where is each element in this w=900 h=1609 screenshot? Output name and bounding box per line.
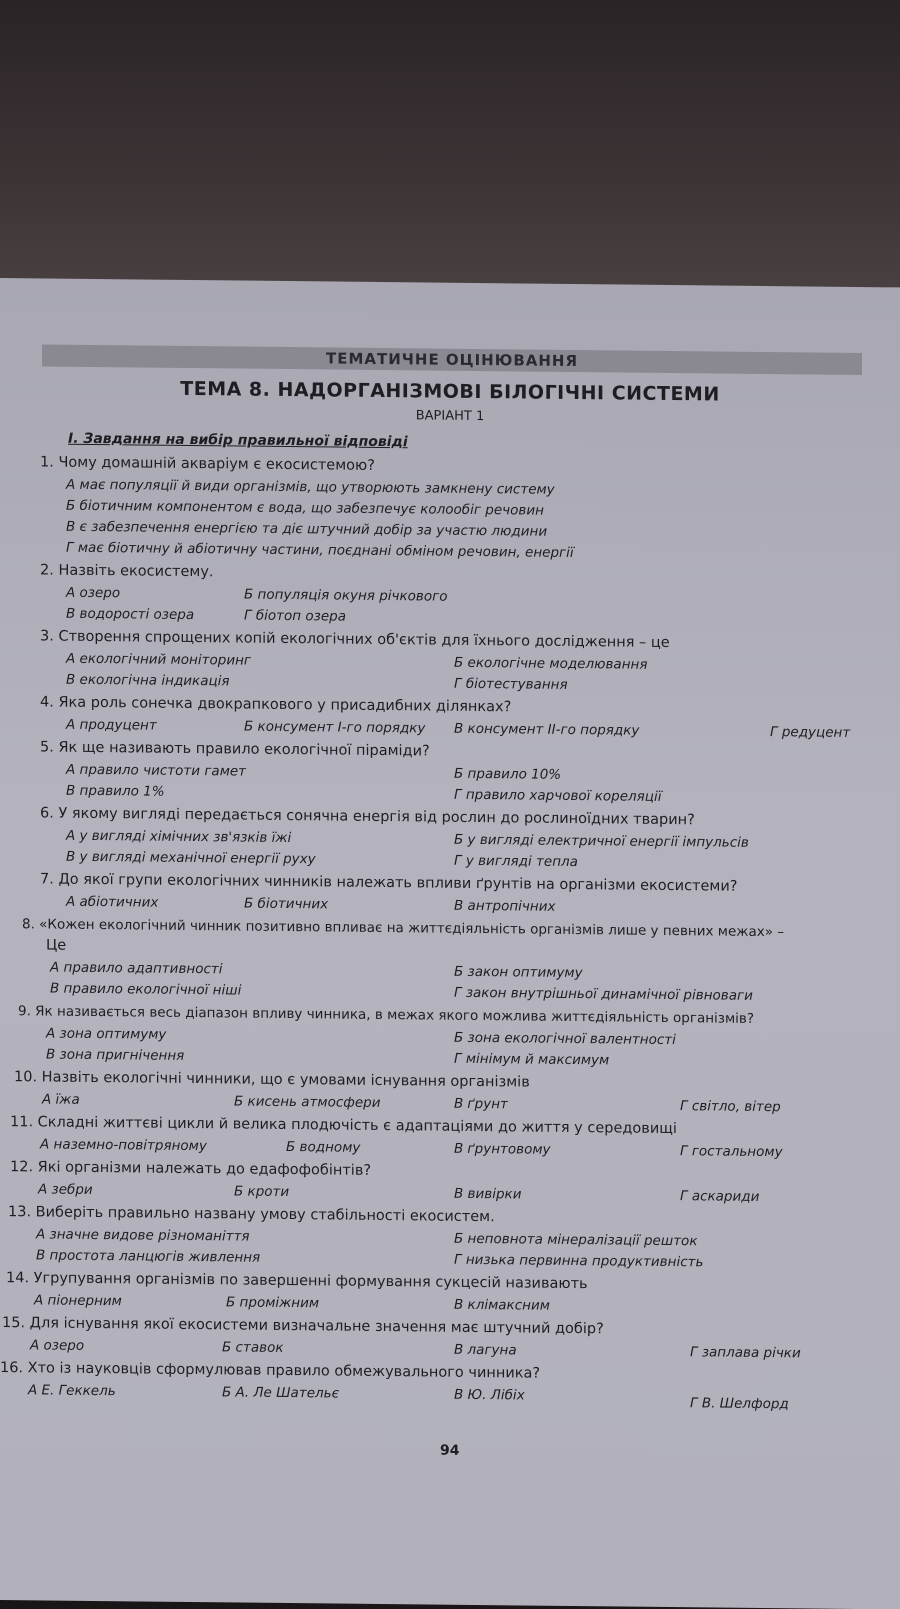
question-4: 4. Яка роль сонечка двокрапкового у присадибних ділянках? xyxy=(40,694,512,716)
q13-option-a: А значне видове різноманіття xyxy=(36,1226,250,1245)
q9-option-a: А зона оптимуму xyxy=(46,1025,167,1043)
q1-option-g: Г має біотичну й абіотичну частини, поєднані обміном речовин, енергії xyxy=(66,539,574,562)
q12-option-g: Г аскариди xyxy=(680,1188,760,1205)
q3-option-a: А екологічний моніторинг xyxy=(66,650,252,669)
q15-option-a: А озеро xyxy=(30,1337,85,1354)
q5-option-a: А правило чистоти гамет xyxy=(66,761,247,780)
question-8-continuation: Це xyxy=(46,937,67,954)
q15-option-v: В лагуна xyxy=(454,1341,517,1359)
q15-option-g: Г заплава річки xyxy=(690,1344,801,1362)
question-6: 6. У якому вигляді передається сонячна енергія від рослин до рослиноїдних тварин? xyxy=(40,805,695,829)
q9-option-g: Г мінімум й максимум xyxy=(454,1050,610,1069)
assessment-banner: ТЕМАТИЧНЕ ОЦІНЮВАННЯ xyxy=(42,344,862,375)
q4-option-b: Б консумент І-го порядку xyxy=(244,718,426,737)
q10-option-v: В ґрунт xyxy=(454,1095,508,1113)
q11-option-v: В ґрунтовому xyxy=(454,1140,551,1158)
q3-option-v: В екологічна індикація xyxy=(66,671,230,690)
q9-option-b: Б зона екологічної валентності xyxy=(454,1029,676,1049)
question-14: 14. Угрупування організмів по завершенні формування сукцесій називають xyxy=(6,1270,588,1293)
q4-option-v: В консумент ІІ-го порядку xyxy=(454,720,640,739)
q5-option-v: В правило 1% xyxy=(66,782,165,800)
question-13: 13. Виберіть правильно названу умову стабільності екосистем. xyxy=(8,1204,495,1226)
q2-option-g: Г біотоп озера xyxy=(244,607,346,625)
q2-option-v: В водорості озера xyxy=(66,605,195,624)
page-number: 94 xyxy=(440,1442,460,1459)
question-3: 3. Створення спрощених копій екологічних об'єктів для їхнього дослідження – це xyxy=(40,628,670,652)
q1-option-v: В є забезпечення енергією та діє штучний добір за участю людини xyxy=(66,518,548,540)
question-10: 10. Назвіть екологічні чинники, що є умовами існування організмів xyxy=(14,1069,530,1091)
q1-option-a: А має популяції й види організмів, що утворюють замкнену систему xyxy=(66,476,555,498)
q13-option-g: Г низька первинна продуктивність xyxy=(454,1251,704,1271)
q4-option-g: Г редуцент xyxy=(770,724,851,741)
q14-option-v: В клімаксним xyxy=(454,1296,550,1314)
q2-option-b: Б популяція окуня річкового xyxy=(244,586,448,605)
q3-option-g: Г біотестування xyxy=(454,675,568,693)
q14-option-b: Б проміжним xyxy=(226,1294,320,1312)
q12-option-a: А зебри xyxy=(38,1181,93,1198)
q6-option-a: А у вигляді хімічних зв'язків їжі xyxy=(66,827,292,847)
question-7: 7. До якої групи екологічних чинників належать впливи ґрунтів на організми екосистеми? xyxy=(40,871,738,895)
q11-option-a: А наземно-повітряному xyxy=(40,1136,207,1155)
q8-option-a: А правило адаптивності xyxy=(50,959,223,978)
question-16: 16. Хто із науковців сформулював правило обмежувального чинника? xyxy=(0,1360,541,1382)
variant-label: ВАРІАНТ 1 xyxy=(415,408,485,425)
question-15: 15. Для існування якої екосистеми визначальне значення має штучний добір? xyxy=(2,1315,604,1338)
q11-option-g: Г гостальному xyxy=(680,1143,783,1161)
q6-option-b: Б у вигляді електричної енергії імпульсів xyxy=(454,831,749,851)
q7-option-b: Б біотичних xyxy=(244,895,329,913)
q14-option-a: А піонерним xyxy=(34,1292,122,1310)
q10-option-g: Г світло, вітер xyxy=(680,1098,781,1116)
q16-option-v: В Ю. Лібіх xyxy=(454,1386,525,1404)
q16-option-a: А Е. Геккель xyxy=(28,1382,116,1400)
q13-option-b: Б неповнота мінералізації решток xyxy=(454,1230,698,1250)
q8-option-v: В правило екологічної ніші xyxy=(50,980,242,999)
question-11: 11. Складні життєві цикли й велика плодючість є адаптаціями до життя у середовищі xyxy=(10,1114,677,1138)
question-9: 9. Як називається весь діапазон впливу чинника, в межах якого можлива життєдіяльність організмів? xyxy=(18,1003,755,1027)
q13-option-v: В простота ланцюгів живлення xyxy=(36,1247,261,1266)
q3-option-b: Б екологічне моделювання xyxy=(454,654,648,673)
q7-option-v: В антропічних xyxy=(454,897,556,915)
q16-option-b: Б А. Ле Шательє xyxy=(222,1384,339,1402)
section-heading: І. Завдання на вибір правильної відповіді xyxy=(68,430,408,451)
q5-option-g: Г правило харчової кореляції xyxy=(454,786,662,805)
q6-option-g: Г у вигляді тепла xyxy=(454,852,578,871)
q7-option-a: А абіотичних xyxy=(66,893,159,911)
q10-option-b: Б кисень атмосфери xyxy=(234,1093,381,1111)
q11-option-b: Б водному xyxy=(286,1138,361,1156)
q8-option-b: Б закон оптимуму xyxy=(454,963,583,982)
q5-option-b: Б правило 10% xyxy=(454,765,562,783)
q1-option-b: Б біотичним компонентом є вода, що забезпечує колообіг речовин xyxy=(66,497,544,519)
q12-option-b: Б кроти xyxy=(234,1183,290,1201)
question-5: 5. Як ще називають правило екологічної піраміди? xyxy=(40,739,430,760)
q16-option-g: Г В. Шелфорд xyxy=(690,1395,789,1413)
background-surface xyxy=(0,0,900,300)
q6-option-v: В у вигляді механічної енергії руху xyxy=(66,848,316,868)
q9-option-v: В зона пригнічення xyxy=(46,1046,185,1064)
question-12: 12. Які організми належать до едафофобінтів? xyxy=(10,1159,372,1179)
question-1: 1. Чому домашній акваріум є екосистемою? xyxy=(40,454,375,474)
topic-title: ТЕМА 8. НАДОРГАНІЗМОВІ БІЛОГІЧНІ СИСТЕМИ xyxy=(180,377,720,406)
book-page xyxy=(0,278,900,1609)
question-8: 8. «Кожен екологічний чинник позитивно впливає на життєдіяльність організмів лише у певних межах» – xyxy=(22,916,785,941)
q15-option-b: Б ставок xyxy=(222,1339,284,1356)
q12-option-v: В вивірки xyxy=(454,1185,522,1203)
q8-option-g: Г закон внутрішньої динамічної рівноваги xyxy=(454,984,753,1004)
q2-option-a: А озеро xyxy=(66,584,121,602)
q4-option-a: А продуцент xyxy=(66,716,157,734)
question-2: 2. Назвіть екосистему. xyxy=(40,562,214,581)
q10-option-a: А їжа xyxy=(42,1091,80,1108)
